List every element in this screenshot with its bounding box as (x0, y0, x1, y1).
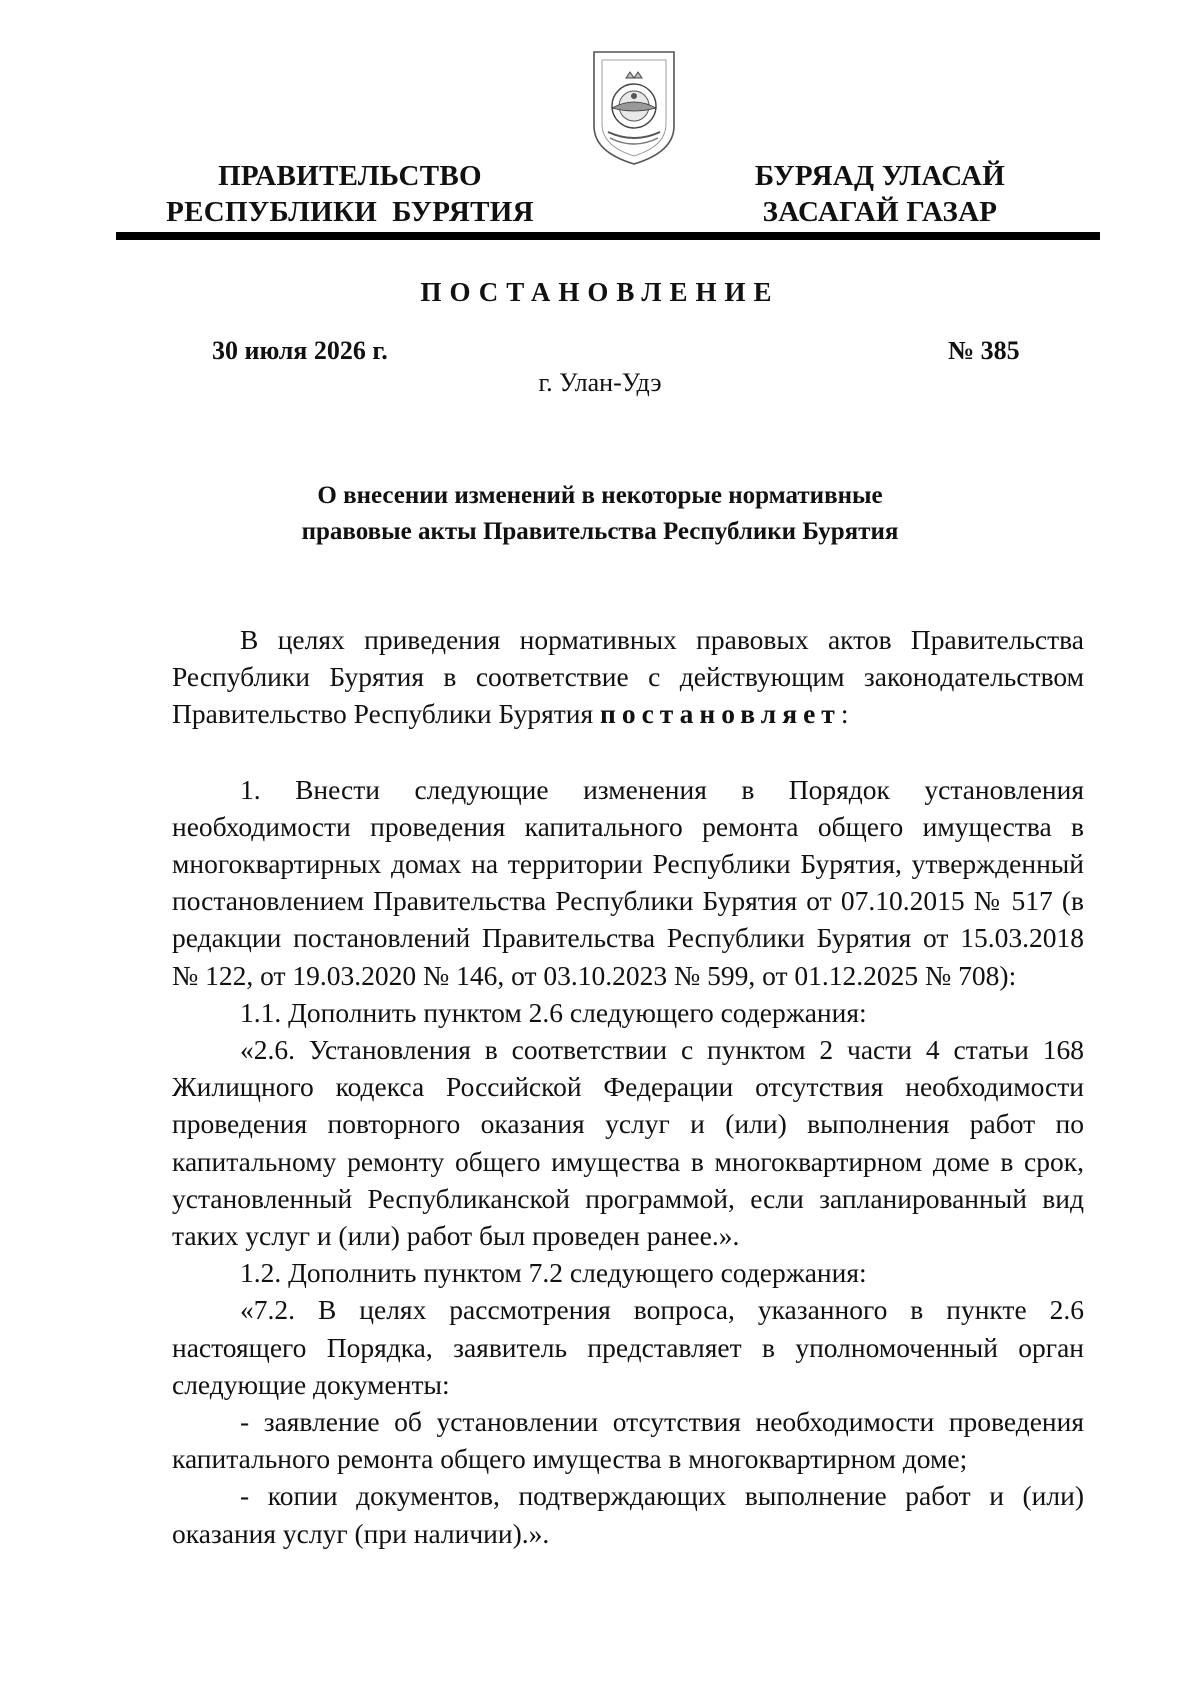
list-item-documents: - копии документов, подтверждающих выполнение работ и (или) оказания услуг (при наличии).». (172, 1480, 1084, 1549)
document-title-line1: О внесении изменений в некоторые нормативные (317, 482, 883, 509)
paragraph-7-2-quote: «7.2. В целях рассмотрения вопроса, указанного в пункте 2.6 настоящего Порядка, заявитель представляет в уполномоченный орган следующие документы: (172, 1294, 1084, 1400)
document-city: г. Улан-Удэ (538, 368, 662, 397)
government-name-bua-line2: ЗАСАГАЙ ГАЗАР (762, 196, 998, 228)
paragraph-1: 1. Внести следующие изменения в Порядок установления необходимости проведения капитального ремонта общего имущества в многоквартирных домах на территории Республики Бурятия, утвержденный постановлением Правительства Республики Бурятия от 07.10.2015 № 517 (в редакции постановлений Правительства Республики Бурятия от 15.03.2018 № 122, от 19.03.2020 № 146, от 03.10.2023 № 599, от 01.12.2025 № 708): (172, 773, 1084, 991)
document-title-line2: правовые акты Правительства Республики Бурятия (301, 518, 899, 545)
document-number: № 385 (948, 336, 1020, 365)
list-item-application: - заявление об установлении отсутствия необходимости проведения капитального ремонта общего имущества в многоквартирном доме; (172, 1406, 1084, 1475)
document-type: ПОСТАНОВЛЕНИЕ (420, 277, 780, 307)
document-date: 30 июля 2026 г. (212, 336, 388, 365)
preamble-paragraph (172, 621, 1084, 733)
government-name-bua (730, 158, 1030, 230)
preamble-colon: : (840, 698, 849, 730)
government-name-ru-line2: РЕСПУБЛИКИ БУРЯТИЯ (166, 196, 534, 228)
government-name-ru (160, 158, 540, 230)
document-body (172, 621, 1084, 1552)
header-divider (116, 232, 1100, 240)
government-name-bua-line1: БУРЯАД УЛАСАЙ (754, 160, 1006, 192)
preamble-text: В целях приведения нормативных правовых актов Правительства Республики Бурятия в соответствие с действующим законодательством Правительство Республики Бурятия (172, 624, 1084, 730)
paragraph-gap (172, 733, 1084, 771)
coat-of-arms-emblem-icon (588, 48, 680, 166)
government-name-ru-line1: ПРАВИТЕЛЬСТВО (218, 160, 482, 192)
paragraph-1-2: 1.2. Дополнить пунктом 7.2 следующего содержания: (240, 1257, 867, 1289)
document-title (180, 478, 1020, 550)
resolves-keyword: постановляет (600, 698, 841, 730)
paragraph-2-6-quote: «2.6. Установления в соответствии с пунктом 2 части 4 статьи 168 Жилищного кодекса Российской Федерации отсутствия необходимости проведения повторного оказания услуг и (или) выполнения работ по капитальному ремонту общего имущества в многоквартирном доме в срок, установленный Республиканской программой, если запланированный вид таких услуг и (или) работ был проведен ранее.». (172, 1034, 1084, 1252)
paragraph-1-1: 1.1. Дополнить пунктом 2.6 следующего содержания: (240, 996, 867, 1028)
